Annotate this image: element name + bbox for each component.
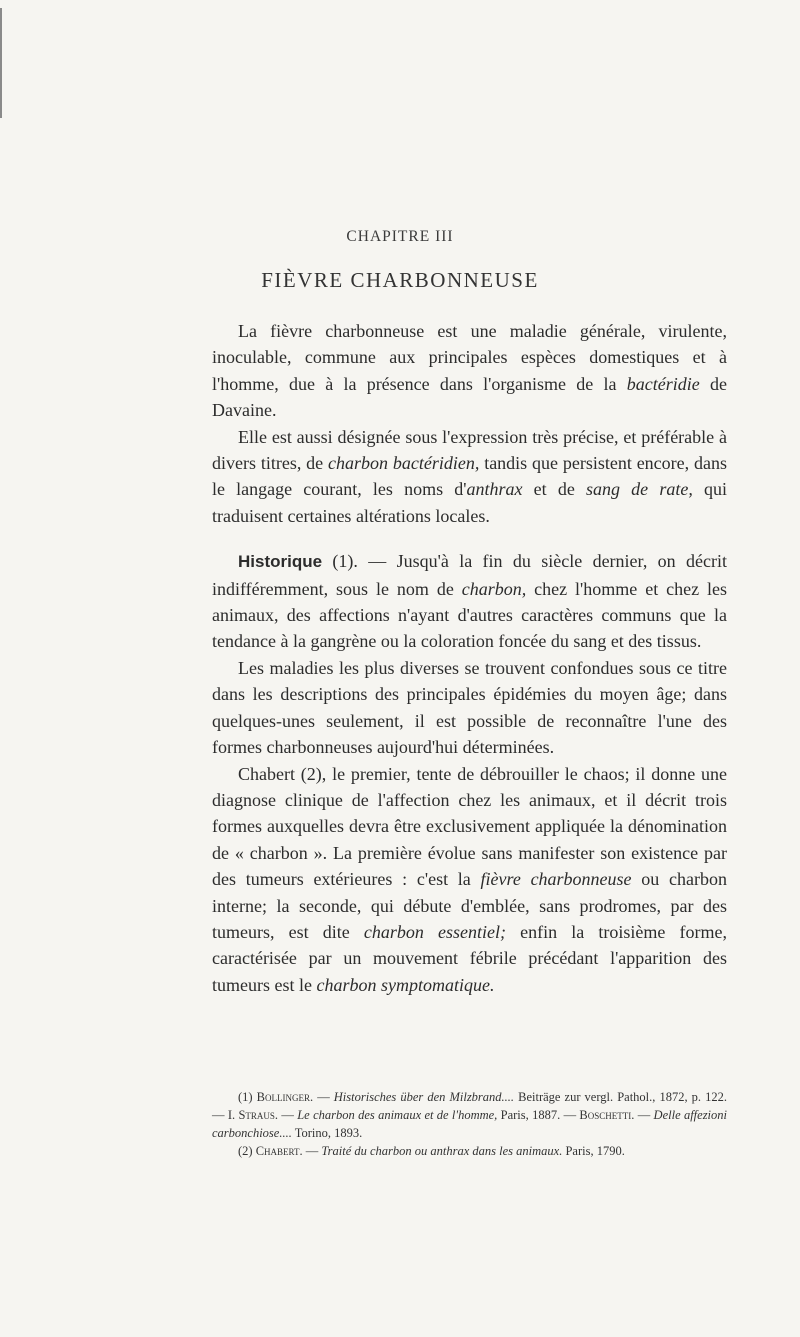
footnote-1: (1) Bollinger. — Historisches über den Milzbrand.... Beiträge zur vergl. Pathol., 1872, p. 122. — I. Straus. — Le charbon des animaux et de l'homme, Paris, 1887. — Boschetti. — Delle affezioni carbonchiose.... Torino, 1893. (212, 1090, 728, 1140)
paragraph-5: Chabert (2), le premier, tente de débrouiller le chaos; il donne une diagnose clinique de l'affection chez les animaux, et il décrit trois formes auxquelles devra être exclusivement appliquée la dénomination de « charbon ». La première évolue sans manifester son existence par des tumeurs extérieures : c'est la fièvre charbonneuse ou charbon interne; la seconde, qui débute d'emblée, sans prodromes, par des tumeurs, est dite charbon essentiel; enfin la troisième forme, caractérisée par un mouvement fébrile précédant l'apparition des tumeurs est le charbon symptomatique. (212, 763, 728, 995)
footnote-2: (2) Chabert. — Traité du charbon ou anthrax dans les animaux. Paris, 1790. (238, 1144, 625, 1158)
paragraph-historique: Historique (1). — Jusqu'à la fin du siècle dernier, on décrit indifféremment, sous le nom de charbon, chez l'homme et chez les animaux, des affections n'ayant d'autres caractères communs que la tendance à la gangrène ou la coloration foncée du sang et des tissus. (212, 551, 727, 652)
footnotes (212, 1088, 727, 1160)
paragraph-2: Elle est aussi désignée sous l'expression très précise, et préférable à divers titres, de charbon bactéridien, tandis que persistent encore, dans le langage courant, les noms d'anthrax et de sang de rate, qui traduisent certaines altérations locales. (212, 426, 727, 526)
scan-edge-mark (0, 8, 2, 118)
chapter-title: FIÈVRE CHARBONNEUSE (261, 268, 539, 292)
paragraph-1: La fièvre charbonneuse est une maladie générale, virulente, inoculable, commune aux principales espèces domestiques et à l'homme, due à la présence dans l'organisme de la bactéridie de Davaine. (212, 321, 727, 421)
main-text (212, 318, 727, 998)
paragraph-4: Les maladies les plus diverses se trouvent confondues sous ce titre dans les descriptions des principales épidémies du moyen âge; dans quelques-unes seulement, il est possible de reconnaître l'une des formes charbonneuses aujourd'hui déterminées. (212, 657, 727, 758)
chapter-heading: CHAPITRE III (346, 228, 454, 245)
section-heading: Historique (238, 552, 323, 572)
